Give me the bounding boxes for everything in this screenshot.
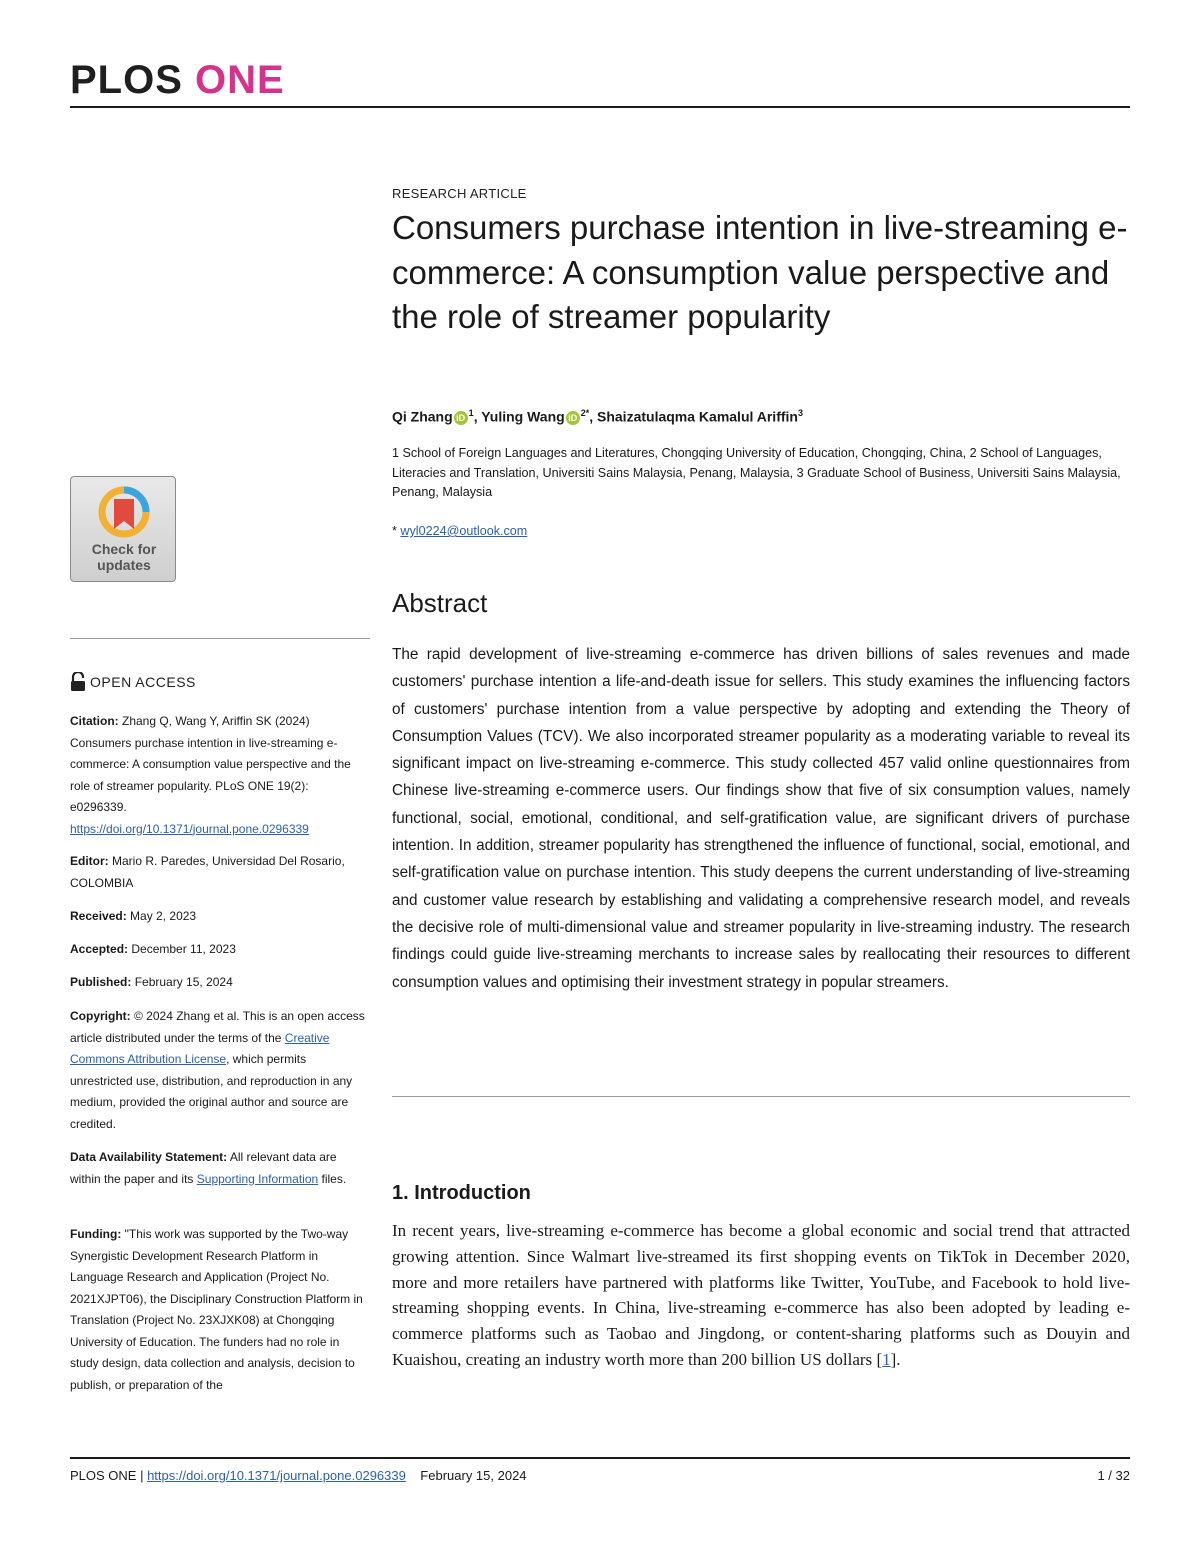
- received-date: Received: May 2, 2023: [70, 909, 197, 923]
- orcid-icon[interactable]: iD: [454, 411, 468, 425]
- footer-divider: [70, 1457, 1130, 1459]
- data-availability-block: Data Availability Statement: All relevant data are within the paper and its Supporting Information files.: [70, 1150, 347, 1186]
- email-link[interactable]: wyl0224@outlook.com: [400, 524, 528, 538]
- check-for-updates-label: Check for updates: [91, 541, 157, 573]
- author-name[interactable]: Shaizatulaqma Kamalul Ariffin: [597, 408, 798, 425]
- published-date: Published: February 15, 2024: [70, 975, 233, 989]
- abstract-heading: Abstract: [392, 588, 488, 618]
- crossmark-icon: [97, 485, 151, 541]
- reference-link[interactable]: 1: [882, 1349, 891, 1369]
- affiliations: 1 School of Foreign Languages and Literatures, Chongqing University of Education, Chongqing, China, 2 School of Languages, Literacies and Translation, Universiti Sains Malaysia, Penang, Malaysia, 3 Graduate School of Business, Universiti Sains Malaysia, Penang, Malaysia: [392, 446, 1121, 499]
- orcid-icon[interactable]: iD: [566, 411, 580, 425]
- author-name[interactable]: Qi Zhang: [392, 408, 453, 425]
- open-access-label: OPEN ACCESS: [70, 672, 196, 692]
- abstract-text: The rapid development of live-streaming e-commerce has driven billions of sales revenues and made customers' purchase intention a life-and-death issue for sellers. This study examines the influencing factors of customers' purchase intention from a value perspective by adopting and extending the Theory of Consumption Values (TCV). We also incorporated streamer popularity as a moderating variable to reveal its significant impact on live-streaming e-commerce. This study collected 457 valid online questionnaires from Chinese live-streaming e-commerce users. Our findings show that five of six consumption values, namely functional, social, emotional, conditional, and self-gratification value, are significant drivers of purchase intention. In addition, streamer popularity has strengthened the influence of functional, social, emotional, and self-gratification value on purchase intention. This study deepens the current understanding of live-streaming and customer value research by establishing and validating a comprehensive research model, and reveals the decisive role of multi-dimensional value and streamer popularity in live-streaming industry. The research findings could guide live-streaming merchants to increase sales by reallocating their resources to different consumption values and optimising their investment strategy in popular streamers.: [392, 646, 1130, 991]
- sidebar-divider: [70, 638, 370, 639]
- article-title: Consumers purchase intention in live-streaming e-commerce: A consumption value perspective and the role of streamer popularity: [392, 209, 1128, 335]
- funding-block: Funding: "This work was supported by the Two-way Synergistic Development Research Platform in Language Research and Application (Project No. 2021XJPT06), the Disciplinary Construction Platform in Translation (Project No. 23XJXK08) at Chongqing University of Education. The funders had no role in study design, data collection and analysis, decision to publish, or preparation of the: [70, 1227, 363, 1392]
- editor-block: Editor: Mario R. Paredes, Universidad Del Rosario, COLOMBIA: [70, 854, 345, 890]
- author-name[interactable]: Yuling Wang: [481, 408, 565, 425]
- citation-block: Citation: Zhang Q, Wang Y, Ariffin SK (2024) Consumers purchase intention in live-streaming e-commerce: A consumption value perspective and the role of streamer popularity. PLoS ONE 19(2): e0296339. https://doi.org/10.1371/journal.pone.0296339: [70, 714, 351, 836]
- corresponding-email: * wyl0224@outlook.com: [392, 524, 528, 538]
- check-for-updates-badge[interactable]: [70, 476, 176, 582]
- page-number: 1 / 32: [1097, 1468, 1130, 1483]
- logo-one: ONE: [195, 58, 285, 102]
- section-heading: 1. Introduction: [392, 1182, 531, 1204]
- open-lock-icon: [70, 672, 86, 692]
- header-divider: [70, 106, 1130, 108]
- abstract-divider: [392, 1096, 1130, 1097]
- license-link[interactable]: Creative Commons Attribution License: [70, 1030, 330, 1066]
- copyright-block: Copyright: © 2024 Zhang et al. This is an open access article distributed under the terms of the Creative Commons Attribution License, which permits unrestricted use, distribution, and reproduction in any medium, provided the original author and source are credited.: [70, 1009, 365, 1131]
- article-type-label: RESEARCH ARTICLE: [392, 186, 527, 201]
- author-list: Qi Zhang iD $^1$, Yuling Wang iD $^{2*}$, Shaizatulaqma Kamalul Ariffin$^3$: [392, 408, 803, 425]
- journal-logo: [70, 58, 285, 103]
- supporting-information-link[interactable]: Supporting Information: [196, 1171, 319, 1186]
- accepted-date: Accepted: December 11, 2023: [70, 942, 236, 956]
- footer-doi-link[interactable]: https://doi.org/10.1371/journal.pone.0296339: [147, 1468, 406, 1483]
- introduction-text: In recent years, live-streaming e-commerce has become a global economic and social trend that attracted growing attention. Since Walmart live-streamed its first shopping events on TikTok in December 2020, more and more retailers have partnered with platforms like Twitter, YouTube, and Facebook to hold live-streaming shopping events. In China, live-streaming e-commerce has also been adopted by leading e-commerce platforms such as Taobao and Jingdong, or content-sharing platforms such as Douyin and Kuaishou, creating an industry worth more than 200 billion US dollars [1].: [392, 1221, 1130, 1369]
- citation-doi-link[interactable]: https://doi.org/10.1371/journal.pone.0296339: [70, 821, 309, 836]
- footer-date: February 15, 2024: [420, 1468, 527, 1483]
- footer-citation: PLOS ONE | https://doi.org/10.1371/journal.pone.0296339 February 15, 2024: [70, 1468, 527, 1483]
- logo-plos: PLOS: [70, 58, 196, 102]
